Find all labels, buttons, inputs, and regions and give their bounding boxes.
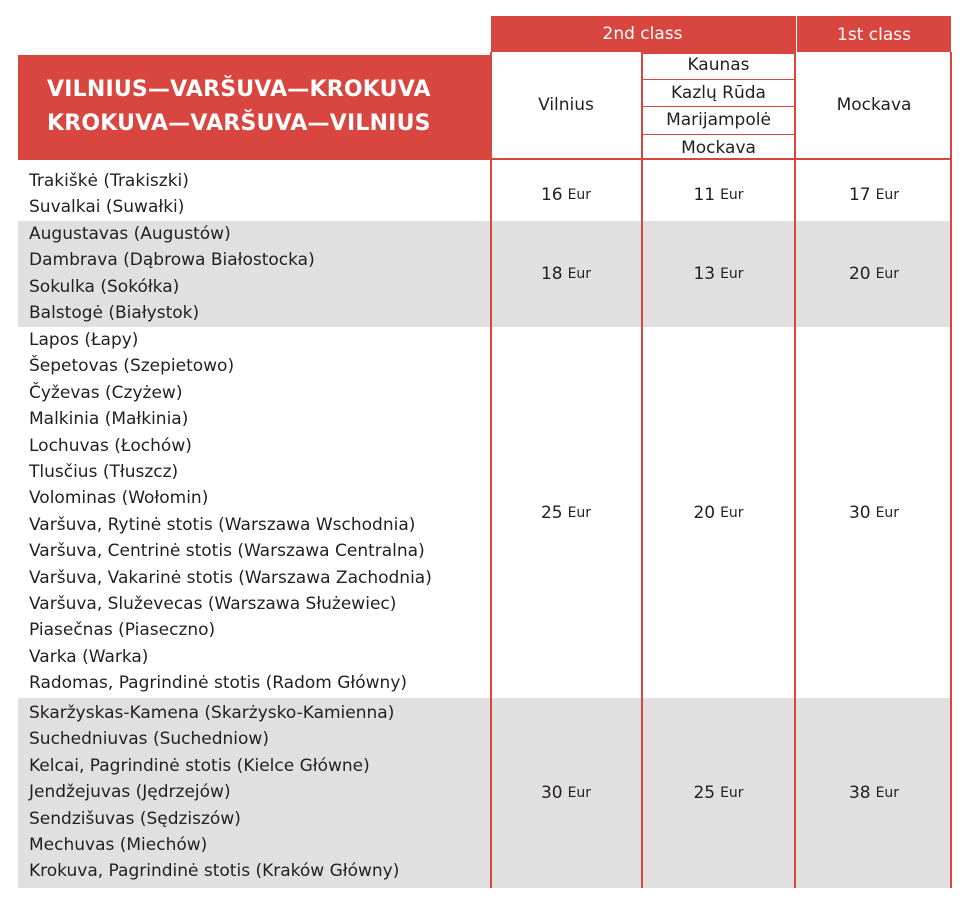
price-mid-stations: 20 Eur [693, 502, 744, 523]
station-name: Malkinia (Małkinia) [29, 409, 189, 430]
column-divider [641, 52, 643, 888]
mid-station-marijampole: Marijampolė [642, 107, 795, 135]
route-title-line-1: VILNIUS—VARŠUVA—KROKUVA [47, 77, 431, 102]
station-name: Jendžejuvas (Jędrzejów) [29, 782, 231, 803]
header-divider [18, 158, 951, 160]
column-header-vilnius: Vilnius [538, 95, 594, 115]
station-name: Balstogė (Białystok) [29, 303, 200, 324]
price-vilnius: 25 Eur [540, 502, 592, 523]
station-name: Skaržyskas-Kamena (Skarżysko-Kamienna) [29, 703, 395, 723]
station-name: Piasečnas (Piaseczno) [29, 620, 216, 641]
station-name: Krokuva, Pagrindinė stotis (Kraków Główny) [29, 861, 400, 882]
price-first-class: 30 Eur [848, 502, 900, 523]
price-mid-stations: 25 Eur [693, 783, 744, 803]
station-name: Trakiškė (Trakiszki) [29, 171, 189, 191]
mid-station-mockava: Mockava [681, 137, 756, 158]
column-divider [490, 52, 492, 888]
station-list [29, 327, 432, 697]
price-vilnius: 18 Eur [540, 264, 592, 284]
second-class-header [491, 16, 794, 52]
route-title-line-2: KROKUVA—VARŠUVA—VILNIUS [47, 111, 431, 136]
column-divider [794, 16, 796, 888]
mid-station-top-rule [641, 52, 796, 54]
station-name: Tlusčius (Tłuszcz) [29, 462, 179, 483]
station-name: Suchedniuvas (Suchedniow) [29, 729, 269, 750]
station-name: Dambrava (Dąbrowa Białostocka) [29, 250, 315, 271]
price-mid-stations: 11 Eur [693, 184, 744, 205]
fare-group-4 [18, 698, 951, 888]
price-first-class: 17 Eur [848, 184, 900, 205]
station-list [29, 221, 315, 327]
station-name: Sokulka (Sokółka) [29, 276, 180, 297]
station-name: Augustavas (Augustów) [29, 224, 231, 244]
station-list [29, 700, 399, 885]
price-first-class: 38 Eur [848, 783, 900, 803]
fare-group-2 [18, 221, 951, 327]
mid-station-kazlu-ruda: Kazlų Rūda [642, 80, 795, 108]
route-title-box [18, 55, 490, 159]
station-name: Lapos (Łapy) [29, 330, 139, 350]
station-name: Radomas, Pagrindinė stotis (Radom Główny) [29, 673, 408, 694]
first-class-label: 1st class [837, 25, 911, 45]
column-divider [950, 52, 952, 888]
second-class-label: 2nd class [602, 24, 683, 44]
station-list [29, 168, 189, 221]
price-vilnius: 16 Eur [540, 184, 592, 205]
column-header-mockava: Mockava [836, 95, 912, 115]
station-name: Varšuva, Služevecas (Warszawa Służewiec) [29, 594, 397, 615]
station-name: Šepetovas (Szepietowo) [29, 356, 235, 377]
station-name: Sendzišuvas (Sędziszów) [29, 808, 241, 829]
price-mid-stations: 13 Eur [693, 264, 744, 284]
fare-group-3 [18, 327, 951, 698]
column-header-mid-stations [642, 52, 795, 158]
station-name: Lochuvas (Łochów) [29, 435, 192, 456]
station-name: Kelcai, Pagrindinė stotis (Kielce Główne) [29, 755, 370, 776]
price-first-class: 20 Eur [848, 264, 900, 284]
mid-station-kaunas: Kaunas [642, 52, 795, 80]
station-name: Varšuva, Rytinė stotis (Warszawa Wschodnia) [29, 514, 416, 535]
station-name: Mechuvas (Miechów) [29, 835, 208, 856]
station-name: Varšuva, Centrinė stotis (Warszawa Centralna) [29, 541, 425, 562]
first-class-header [797, 16, 951, 52]
fare-group-1 [18, 168, 951, 221]
station-name: Volominas (Wołomin) [29, 488, 209, 509]
price-vilnius: 30 Eur [540, 783, 592, 803]
station-name: Čyževas (Czyżew) [29, 382, 183, 403]
station-name: Suvalkai (Suwałki) [29, 197, 185, 218]
station-name: Varka (Warka) [29, 646, 149, 667]
station-name: Varšuva, Vakarinė stotis (Warszawa Zachodnia) [29, 567, 432, 588]
